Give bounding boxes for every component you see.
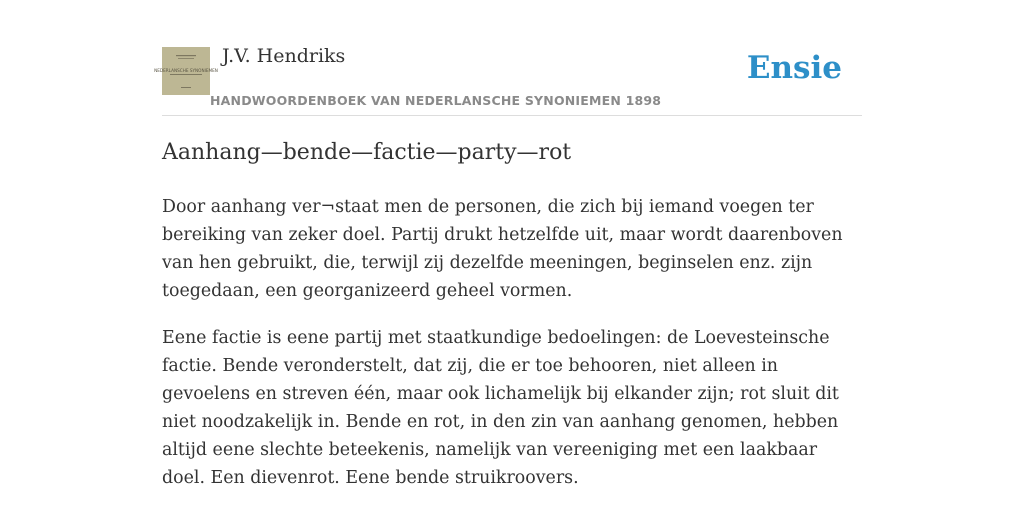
page-container: [154, 0, 862, 488]
author-name[interactable]: J.V. Hendriks: [222, 45, 346, 67]
source-title[interactable]: HANDWOORDENBOEK VAN NEDERLANSCHE SYNONIEMEN 1898: [210, 93, 662, 108]
brand-logo[interactable]: Ensie: [746, 50, 842, 86]
entry-body: [162, 193, 862, 511]
book-cover-icon[interactable]: [154, 47, 218, 95]
entry-title: Aanhang—bende—factie—party—rot: [162, 140, 572, 165]
entry-paragraph-1: Door aanhang ver¬staat men de personen, die zich bij iemand voegen ter bereiking van zeker doel. Partij drukt hetzelfde uit, maar wordt daarenboven van hen gebruikt, die, terwijl zij dezelfde meeningen, beginselen enz. zijn toegedaan, een georganizeerd geheel vormen.: [162, 197, 843, 301]
book-cover-image: [154, 47, 218, 95]
avatar-cover-text: NEDERLANSCHE SYNONIEMEN: [154, 68, 218, 73]
entry-header: [154, 0, 862, 116]
entry-paragraph-2: Eene factie is eene partij met staatkundige bedoelingen: de Loevesteinsche factie. Bende veronderstelt, dat zij, die er toe behooren, niet alleen in gevoelens en streven één, maar ook lichamelijk bij elkander zijn; rot sluit dit niet noodzakelijk in. Bende en rot, in den zin van aanhang genomen, hebben altijd eene slechte beteekenis, namelijk van vereeniging met een laakbaar doel. Een dievenrot. Eene bende struikroovers.: [162, 328, 839, 488]
